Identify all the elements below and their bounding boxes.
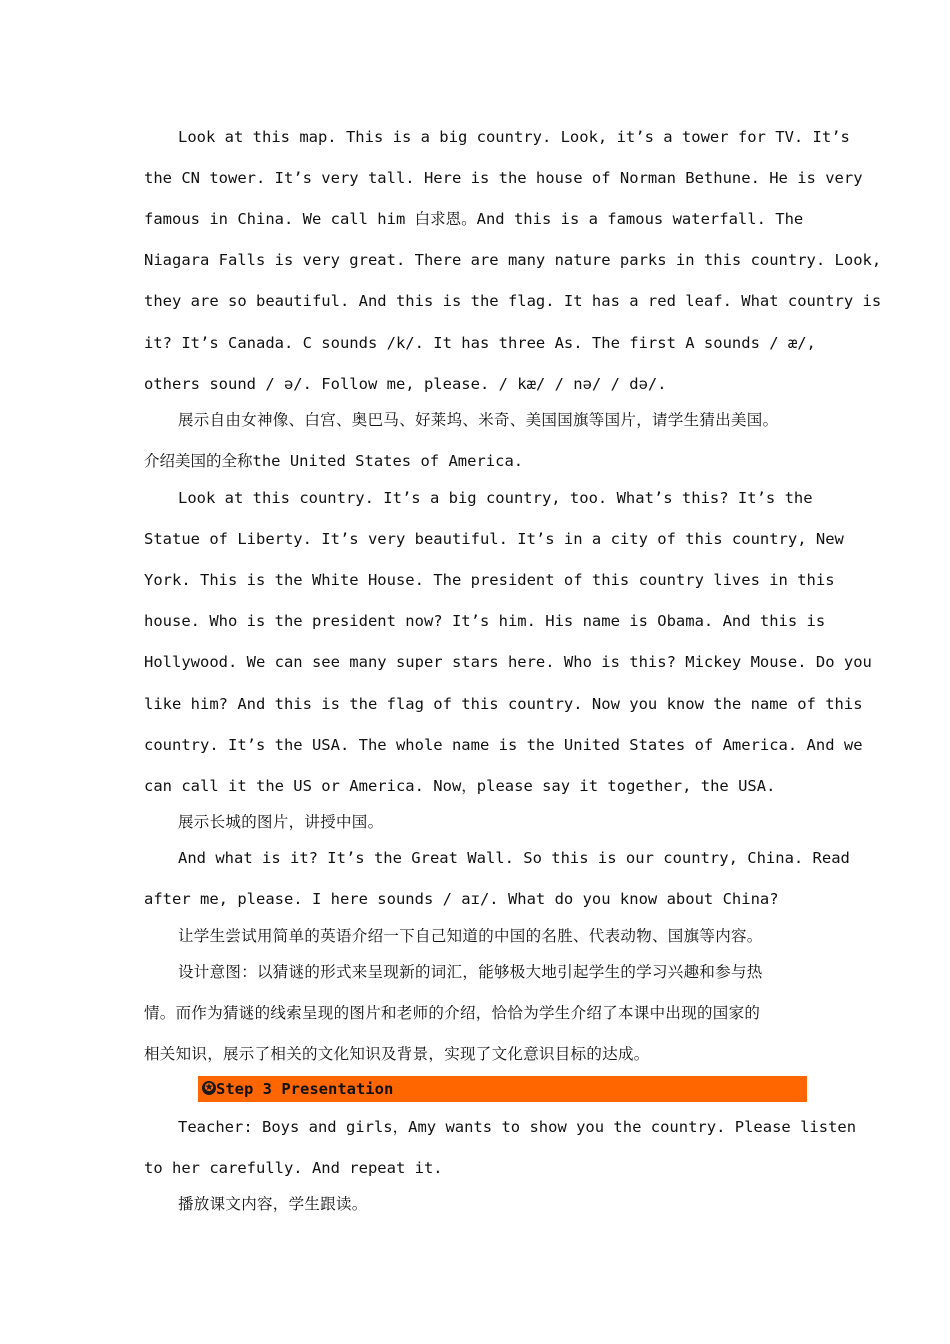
- paragraph-usa-line-5: Hollywood. We can see many super stars here. Who is this? Mickey Mouse. Do you: [144, 653, 872, 671]
- note-usa-pictures: 展示自由女神像、白宫、奥巴马、好莱坞、米奇、美国国旗等国片，请学生猜出美国。: [178, 411, 779, 429]
- paragraph-canada-line-2: the CN tower. It’s very tall. Here is the house of Norman Bethune. He is very: [144, 169, 863, 187]
- paragraph-usa-line-7: country. It’s the USA. The whole name is the United States of America. And we: [144, 736, 863, 754]
- paragraph-usa-line-3: York. This is the White House. The president of this country lives in this: [144, 571, 835, 589]
- paragraph-usa-line-2: Statue of Liberty. It’s very beautiful. It’s in a city of this country, New: [144, 530, 844, 548]
- design-intent-line-1: 设计意图：以猜谜的形式来呈现新的词汇，能够极大地引起学生的学习兴趣和参与热: [178, 963, 763, 981]
- step-3-title: Step 3 Presentation: [216, 1080, 394, 1098]
- paragraph-usa-line-1: Look at this country. It’s a big country, too. What’s this? It’s the: [178, 489, 813, 507]
- paragraph-canada-line-3: famous in China. We call him 白求恩。And this is a famous waterfall. The: [144, 210, 804, 228]
- note-great-wall: 展示长城的图片，讲授中国。: [178, 813, 384, 831]
- note-play-text: 播放课文内容，学生跟读。: [178, 1195, 368, 1213]
- paragraph-canada-line-6: it? It’s Canada. C sounds /k/. It has three As. The first A sounds / æ/,: [144, 334, 816, 352]
- paragraph-teacher-line-1: Teacher: Boys and girls，Amy wants to show you the country. Please listen: [178, 1118, 857, 1136]
- paragraph-canada-line-5: they are so beautiful. And this is the flag. It has a red leaf. What country is: [144, 292, 882, 310]
- paragraph-canada-line-1: Look at this map. This is a big country. Look, it’s a tower for TV. It’s: [178, 128, 850, 146]
- paragraph-teacher-line-2: to her carefully. And repeat it.: [144, 1159, 443, 1177]
- paragraph-canada-line-7: others sound / ə/. Follow me, please. / kæ/ / nə/ / də/.: [144, 375, 667, 393]
- note-students-introduce: 让学生尝试用简单的英语介绍一下自己知道的中国的名胜、代表动物、国旗等内容。: [178, 927, 763, 945]
- step-3-header: [198, 1076, 807, 1102]
- design-intent-line-2: 情。而作为猜谜的线索呈现的图片和老师的介绍，恰恰为学生介绍了本课中出现的国家的: [144, 1004, 761, 1022]
- paragraph-usa-line-8: can call it the US or America. Now，please say it together, the USA.: [144, 777, 776, 795]
- star-circle-icon: ✪: [202, 1081, 216, 1095]
- design-intent-line-3: 相关知识，展示了相关的文化知识及背景，实现了文化意识目标的达成。: [144, 1045, 650, 1063]
- paragraph-canada-line-4: Niagara Falls is very great. There are many nature parks in this country. Look,: [144, 251, 882, 269]
- note-usa-fullname: 介绍美国的全称the United States of America.: [144, 452, 524, 470]
- paragraph-china-line-2: after me, please. I here sounds / aɪ/. What do you know about China?: [144, 890, 779, 908]
- paragraph-china-line-1: And what is it? It’s the Great Wall. So this is our country, China. Read: [178, 849, 850, 867]
- paragraph-usa-line-6: like him? And this is the flag of this country. Now you know the name of this: [144, 695, 863, 713]
- paragraph-usa-line-4: house. Who is the president now? It’s him. His name is Obama. And this is: [144, 612, 826, 630]
